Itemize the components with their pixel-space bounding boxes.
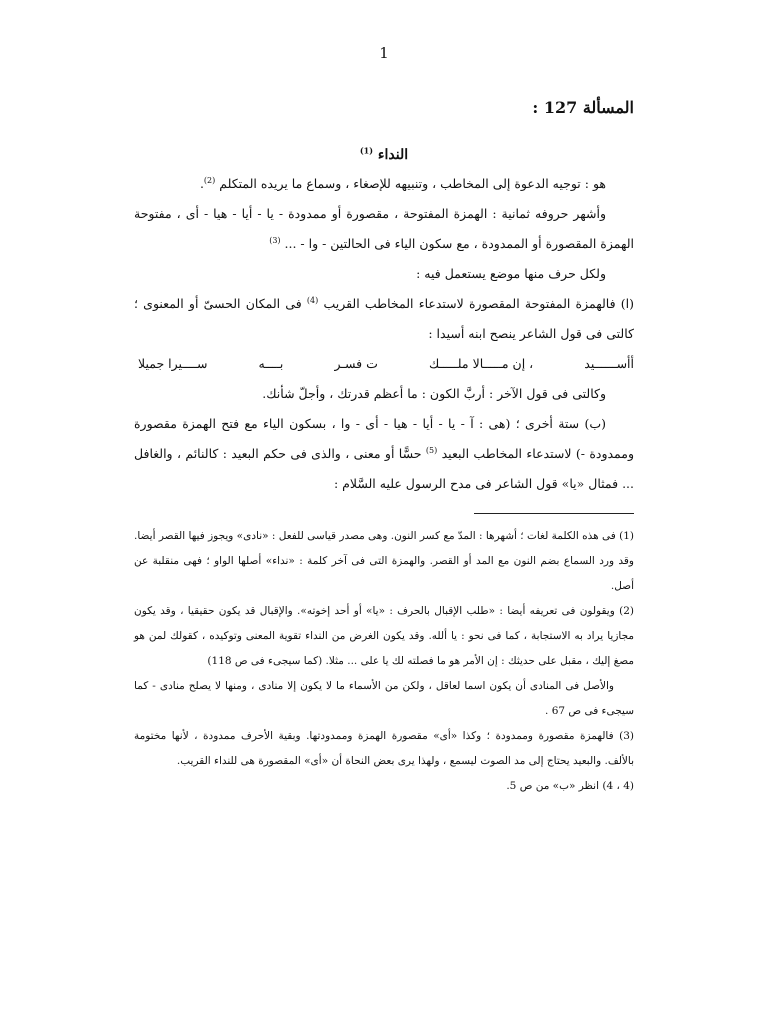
footnote-divider (474, 513, 634, 514)
example-paragraph: وكالتى فى قول الآخر : أربَّ الكون : ما أعظم قدرتك ، وأجلّ شأنك. (262, 386, 606, 401)
near-text: (ا) فالهمزة المفتوحة المقصورة لاستدعاء المخاطب القريب (323, 296, 634, 311)
near-paragraph (134, 289, 634, 349)
page-number: 1 (379, 44, 389, 62)
issue-title: المسألة 127 : (532, 98, 634, 117)
section-title-text: النداء (377, 147, 409, 163)
verse-segment: ت فسـر (334, 356, 378, 371)
footnote-ref-5: (5) (425, 445, 438, 455)
poetry-verse (134, 349, 634, 379)
near-rest-text: فى المكان الحسىّ أو المعنوى ؛ كالتى فى قول الشاعر ينصح ابنه أسيدا : (134, 296, 634, 341)
footnote-4: (4 ، 4) انظر «ب» من ص 5. (506, 780, 634, 792)
verse-segment: بــــه (258, 356, 284, 371)
footnote-1: (1) فى هذه الكلمة لغات ؛ أشهرها : المدّ مع كسر النون. وهى مصدر قياسى للفعل : «نادى» ويجوز فيها القصر أيضا. وقد ورد السماع بضم النون مع المد أو القصر. والهمزة التى فى آخر كلمة : «نداء» أصلها الواو ؛ فهى منقلبة عن أصل. (134, 530, 634, 592)
definition-paragraph: هو : توجيه الدعوة إلى المخاطب ، وتنبيهه للإصغاء ، وسماع ما يريده المتكلم $^{(2)}$. (199, 175, 606, 191)
verse-segment: ، إن مـــــالا ملـــــك (428, 356, 534, 371)
usage-intro: ولكل حرف منها موضع يستعمل فيه : (416, 266, 606, 281)
footnote-3: (3) فالهمزة مقصورة وممدودة ؛ وكذا «أى» مقصورة الهمزة وممدودتها. وبقية الأحرف ممدودة ، لأنها مختومة بالألف. والبعيد يحتاج إلى مد الصوت ليسمع ، ولهذا يرى بعض النحاة أن «أى» المقصورة هى للنداء القريب. (134, 730, 634, 767)
verse-segment: ســــيرا جميلا (138, 356, 208, 371)
far-rest-text: حسًّا أو معنى ، والذى فى حكم البعيد : كالنائم ، والغافل ... فمثال «يا» قول الشاعر فى مدح الرسول عليه السَّلام : (134, 446, 634, 491)
far-paragraph (134, 409, 634, 499)
footnote-2-continued: والأصل فى المنادى أن يكون اسما لعاقل ، ولكن من الأسماء ما لا يكون إلا منادى ، ومنها لا يصلح منادى - كما سيجىء فى ص 67 . (134, 680, 634, 717)
footnote-ref-3: (3) (269, 235, 281, 245)
section-title (134, 147, 634, 163)
footnote-2: (2) ويقولون فى تعريفه أيضا : «طلب الإقبال بالحرف : «يا» أو أحد إخوته». والإقبال قد يكون حقيقيا ، وقد يكون مجازيا يراد به الاستجابة ، كما فى نحو : يا ألله. وقد يكون الغرض من النداء تقوية المعنى وتوكيده ، كقولك لمن هو مصغ إليك ، مقبل على حديثك : إن الأمر هو ما فصلته لك يا على ... مثلا. (كما سيجىء فى ص 118) (134, 605, 634, 667)
footnote-ref-2: (2) (203, 175, 216, 185)
page-content (134, 98, 634, 799)
far-text: (ب) ستة أخرى ؛ (هى : آ - يا - أيا - هيا - أى - وا ، بسكون الياء مع فتح الهمزة مقصورة وممدودة -) لاستدعاء المخاطب البعيد (134, 416, 635, 461)
letters-text: وأشهر حروفه ثمانية : الهمزة المفتوحة ، مقصورة أو ممدودة - يا - أيا - هيا - أى ، مفتوحة الهمزة المقصورة أو الممدودة ، مع سكون الياء فى الحالتين - وا - ... (134, 206, 634, 251)
footnote-ref-1: (1) (359, 145, 374, 156)
definition-text: هو : توجيه الدعوة إلى المخاطب ، وتنبيهه للإصغاء ، وسماع ما يريده المتكلم (219, 176, 606, 191)
verse-segment: أأســــــيد (584, 356, 634, 371)
letters-paragraph (134, 199, 634, 259)
footnote-ref-4: (4) (306, 295, 319, 305)
